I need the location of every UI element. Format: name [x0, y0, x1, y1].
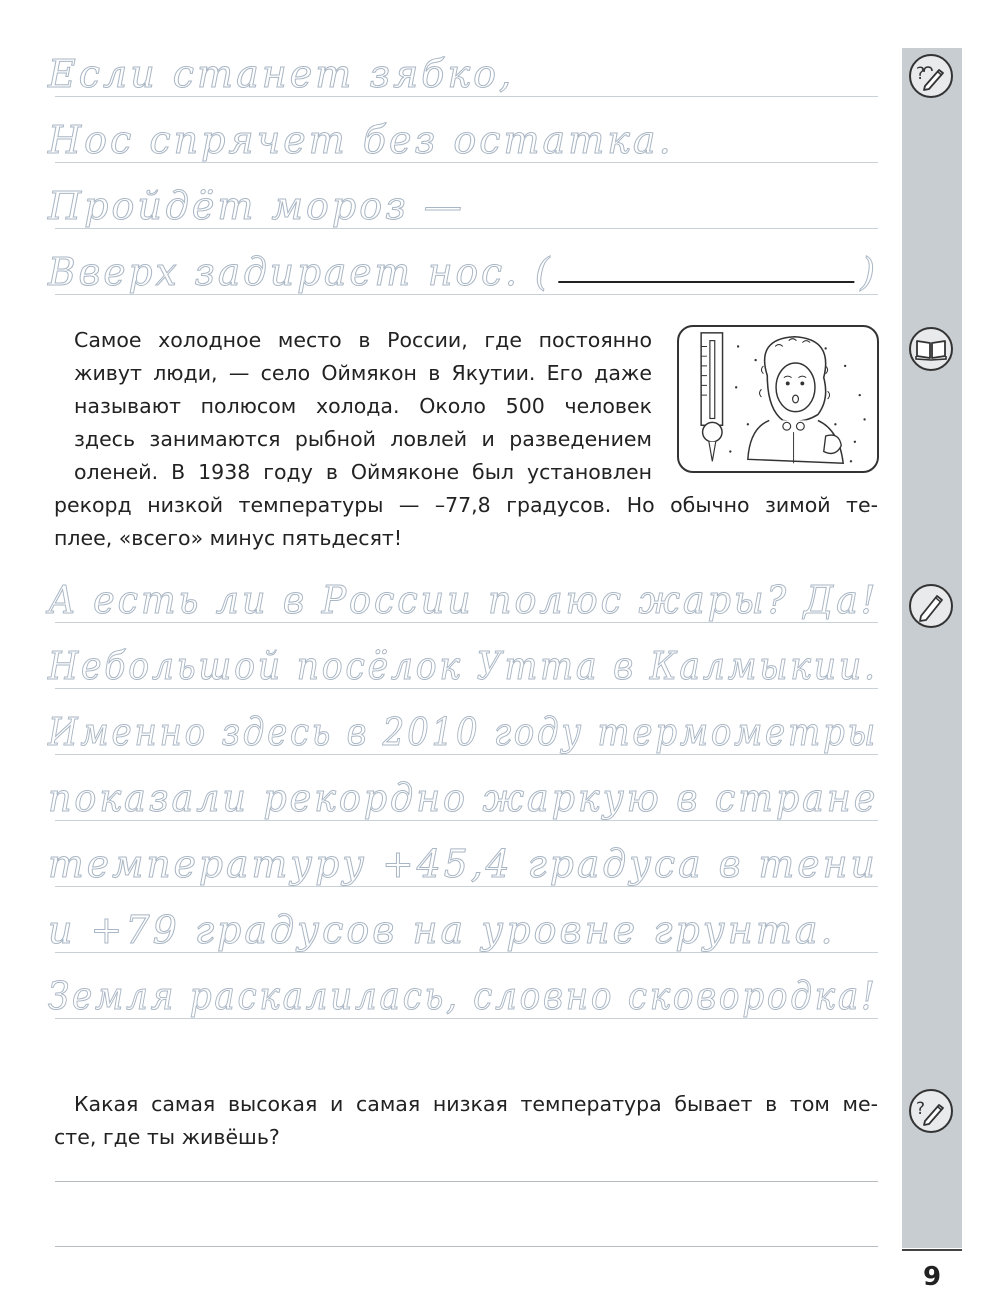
sidebar-rule [902, 1249, 962, 1251]
pencil-icon [907, 582, 955, 630]
question-line: сте, где ты живёшь? [54, 1125, 280, 1149]
paragraph-line: Самое холодное место в России, где постоянно [74, 328, 652, 352]
writing-line [55, 820, 878, 821]
poem-line: Если станет зябко, [48, 52, 515, 96]
writing-line [55, 294, 878, 295]
writing-line [55, 1018, 878, 1019]
page-number: 9 [922, 1262, 942, 1292]
paragraph-cold [74, 324, 652, 489]
writing-line [55, 886, 878, 887]
poem-line: Пройдёт мороз — [48, 184, 465, 228]
copy-line: показали рекордно жаркую в стране [48, 776, 879, 820]
sidebar [902, 48, 962, 1248]
paragraph-line: рекорд низкой температуры — –77,8 градусов. Но обычно зимой те- [54, 493, 878, 517]
question [54, 1088, 878, 1154]
copy-line: А есть ли в России полюс жары? Да! [48, 578, 879, 622]
copy-line: температуру +45,4 градуса в тени [48, 842, 878, 886]
writing-line [55, 162, 878, 163]
answer-line[interactable] [55, 1181, 878, 1182]
paragraph-line: плее, «всего» минус пятьдесят! [54, 526, 403, 550]
copy-line: Небольшой посёлок Утта в Калмыкии. [48, 644, 878, 688]
answer-blank[interactable] [558, 281, 854, 283]
svg-text:?: ? [916, 1099, 926, 1119]
svg-text:?: ? [916, 64, 926, 84]
paragraph-line: называют полюсом холода. Около 500 человек [74, 394, 652, 418]
paragraph-cold-continued [54, 489, 878, 555]
question-pencil-icon [907, 1087, 955, 1135]
question-pencil-icon [907, 52, 955, 100]
poem-line-with-blank [48, 250, 878, 294]
girl-thermometer-illustration [677, 325, 879, 473]
copy-line: Именно здесь в 2010 году термометры [48, 710, 879, 754]
paragraph-line: живут люди, — село Оймякон в Якутии. Его даже [74, 361, 652, 385]
book-icon [907, 325, 955, 373]
writing-line [55, 228, 878, 229]
copy-line: и +79 градусов на уровне грунта. [48, 908, 836, 952]
poem-line: Нос спрячет без остатка. [48, 118, 674, 162]
writing-line [55, 688, 878, 689]
copy-line: Земля раскалилась, словно сковородка! [48, 974, 878, 1018]
writing-line [55, 952, 878, 953]
writing-line [55, 754, 878, 755]
question-line: Какая самая высокая и самая низкая температура бывает в том ме- [74, 1092, 878, 1116]
paragraph-line: оленей. В 1938 году в Оймяконе был установлен [74, 460, 652, 484]
paragraph-line: здесь занимаются рыбной ловлей и разведением [74, 427, 652, 451]
writing-line [55, 622, 878, 623]
poem-close-paren: ) [860, 250, 878, 294]
answer-line[interactable] [55, 1246, 878, 1247]
writing-line [55, 96, 878, 97]
poem-line-text: Вверх задирает нос. ( [48, 250, 553, 294]
